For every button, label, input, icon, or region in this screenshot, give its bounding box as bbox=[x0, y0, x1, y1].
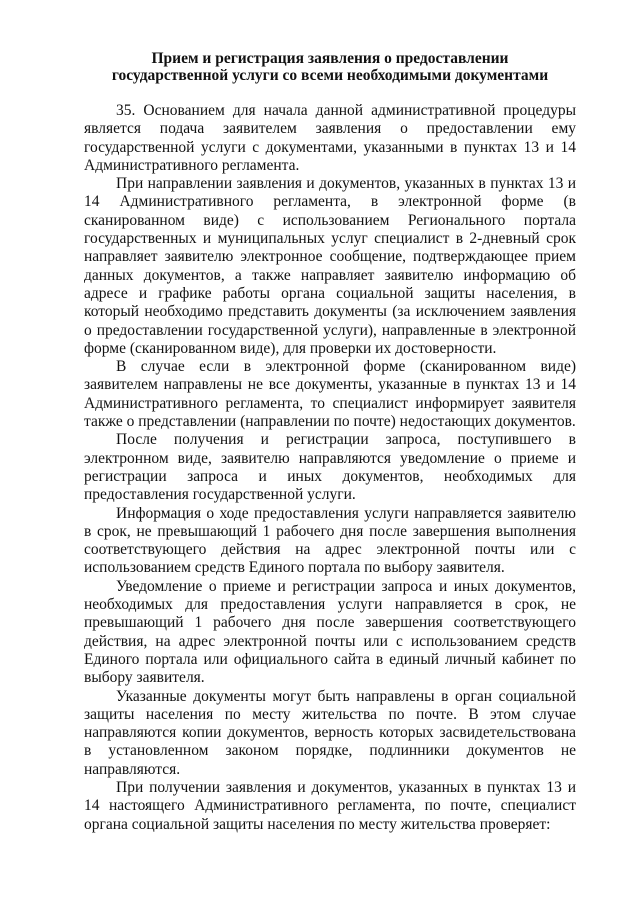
section-title-line-1: Прием и регистрация заявления о предоставлении bbox=[151, 50, 509, 67]
section-title-line-2: государственной услуги со всеми необходимыми документами bbox=[111, 67, 549, 84]
document-body bbox=[84, 102, 576, 834]
paragraph-postal-verification: При получении заявления и документов, указанных в пунктах 13 и 14 настоящего Административного регламента, по почте, специалист органа социальной защиты населения по месту жительства проверяет: bbox=[84, 778, 576, 833]
paragraph-electronic-submission: При направлении заявления и документов, указанных в пунктах 13 и 14 Административного регламента, в электронной форме (в сканированном виде) с использованием Регионального портала государственных и муниципальных услуг специалист в 2-дневный срок направляет заявителю электронное сообщение, подтверждающее прием данных документов, а также направляет заявителю информацию об адресе и графике работы органа социальной защиты населения, в который необходимо представить документы (за исключением заявления о предоставлении государственной услуги), направленные в электронной форме (сканированном виде), для проверки их достоверности. bbox=[84, 175, 576, 357]
paragraph-registration-notice: После получения и регистрации запроса, поступившего в электронном виде, заявителю направляются уведомление о приеме и регистрации запроса и иных документов, необходимых для предоставления государственной услуги. bbox=[84, 431, 576, 504]
paragraph-acceptance-notification: Уведомление о приеме и регистрации запроса и иных документов, необходимых для предоставления услуги направляется в срок, не превышающий 1 рабочего дня после завершения соответствующего действия, на адрес электронной почты или с использованием средств Единого портала или официального сайта в единый личный кабинет по выбору заявителя. bbox=[84, 577, 576, 687]
paragraph-progress-information: Информация о ходе предоставления услуги направляется заявителю в срок, не превышающий 1 рабочего дня после завершения выполнения соответствующего действия на адрес электронной почты или с использованием средств Единого портала по выбору заявителя. bbox=[84, 504, 576, 577]
paragraph-35: 35. Основанием для начала данной административной процедуры является подача заявителем заявления о предоставлении ему государственной услуги с документами, указанными в пунктах 13 и 14 Административного регламента. bbox=[84, 102, 576, 174]
paragraph-postal-submission: Указанные документы могут быть направлены в орган социальной защиты населения по месту жительства по почте. В этом случае направляются копии документов, верность которых засвидетельствована в установленном законом порядке, подлинники документов не направляются. bbox=[84, 687, 576, 778]
section-title bbox=[80, 50, 580, 84]
paragraph-incomplete-documents: В случае если в электронной форме (сканированном виде) заявителем направлены не все документы, указанные в пунктах 13 и 14 Административного регламента, то специалист информирует заявителя также о представлении (направлении по почте) недостающих документов. bbox=[84, 358, 576, 431]
